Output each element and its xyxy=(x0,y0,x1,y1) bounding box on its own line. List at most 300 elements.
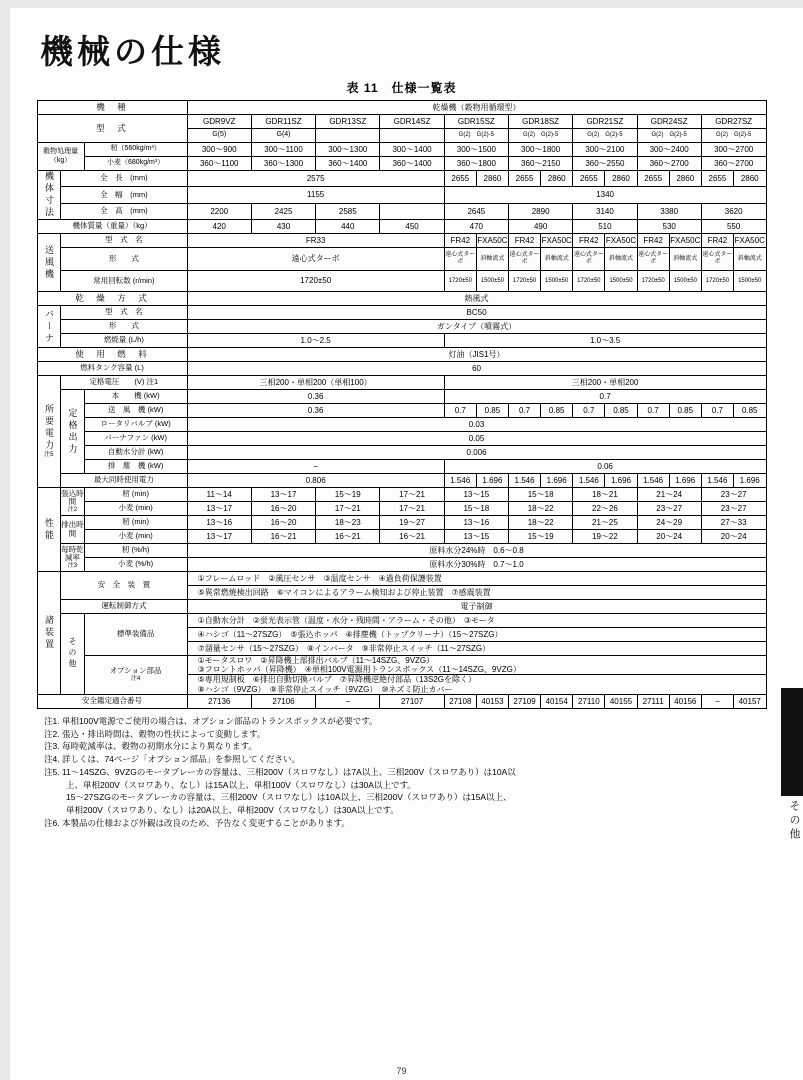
table-row xyxy=(37,171,766,187)
blower-rpm-value: 1500±50 xyxy=(541,271,573,292)
sub-model-empty xyxy=(380,129,444,143)
row-label-mass: 機体質量（重量）（kg） xyxy=(37,220,187,234)
model-name: GDR21SZ xyxy=(573,115,637,129)
table-row xyxy=(37,271,766,292)
row-label-rotary: ロータリバルブ (kW) xyxy=(84,418,187,432)
table-row xyxy=(37,292,766,306)
load-mugi: 13〜17 xyxy=(251,488,315,502)
model-name: GDR9VZ xyxy=(187,115,251,129)
table-row xyxy=(37,220,766,234)
max-power: 1.696 xyxy=(476,474,508,488)
table-row xyxy=(37,362,766,376)
row-label-burner: バーナ xyxy=(37,306,61,348)
length-value: 2655 xyxy=(701,171,733,187)
load-komugi: 17〜21 xyxy=(380,502,444,516)
burner-rate-value: 1.0〜3.5 xyxy=(444,334,766,348)
unload-mugi: 13〜16 xyxy=(444,516,508,530)
sub-model: G(2) G(2)-5 xyxy=(573,129,637,143)
cert-value: − xyxy=(701,694,733,708)
unload-komugi: 13〜15 xyxy=(444,530,508,544)
length-value: 2860 xyxy=(476,171,508,187)
table-row xyxy=(37,656,766,675)
cert-value: 27110 xyxy=(573,694,605,708)
row-label-tank: 燃料タンク容量 (L) xyxy=(37,362,187,376)
blower-type-value: FXA50C xyxy=(476,234,508,248)
capacity-komugi: 360〜1100 xyxy=(187,157,251,171)
load-komugi: 17〜21 xyxy=(316,502,380,516)
table-row xyxy=(37,488,766,502)
capacity-mugi: 300〜1400 xyxy=(380,143,444,157)
row-label-main: 本 機 (kW) xyxy=(84,390,187,404)
row-label-performance: 性能 xyxy=(37,488,61,572)
sub-model: G(2) G(2)-5 xyxy=(701,129,766,143)
table-row xyxy=(37,460,766,474)
capacity-mugi: 300〜1500 xyxy=(444,143,508,157)
blower-rpm-value: 1720±50 xyxy=(187,271,444,292)
unload-komugi: 19〜22 xyxy=(573,530,637,544)
unload-mugi: 21〜25 xyxy=(573,516,637,530)
unload-komugi: 16〜21 xyxy=(316,530,380,544)
blower-form-value: 遠心式ターボ xyxy=(637,248,669,271)
capacity-komugi: 360〜2150 xyxy=(508,157,572,171)
footnotes xyxy=(44,715,785,830)
capacity-komugi: 360〜1400 xyxy=(380,157,444,171)
length-value: 2860 xyxy=(733,171,766,187)
row-label-cert: 安全鑑定適合番号 xyxy=(37,694,187,708)
table-row xyxy=(37,474,766,488)
safety-value: ⑤異常燃焼検出回路 ⑥マイコンによるアラーム検知および停止装置 ⑦感震装置 xyxy=(187,586,766,600)
footnote: 注6. 本製品の仕様および外観は改良のため、予告なく変更することがあります。 xyxy=(44,817,350,828)
model-name: GDR11SZ xyxy=(251,115,315,129)
blower-kw: 0.85 xyxy=(476,404,508,418)
footnote: 注1. 単相100V電源でご使用の場合は、オプション部品のトランスボックスが必要です。 xyxy=(44,715,378,726)
page-top-edge xyxy=(0,0,803,8)
row-label-dry-rate-mugi: 籾 (%/h) xyxy=(84,544,187,558)
row-label-rated-output: 定格出力 xyxy=(61,390,85,474)
table-row xyxy=(37,516,766,530)
height-value: 3140 xyxy=(573,203,637,219)
row-label-unload-time: 排出時間 xyxy=(61,516,85,544)
length-value: 2860 xyxy=(605,171,637,187)
table-row xyxy=(37,248,766,271)
blower-kw: 0.85 xyxy=(669,404,701,418)
cert-value: 27106 xyxy=(251,694,315,708)
cert-value: 27108 xyxy=(444,694,476,708)
row-label-length: 全 長 (mm) xyxy=(61,171,188,187)
table-row xyxy=(37,376,766,390)
option-line: ⑧ハシゴ（9VZG） ⑨非常停止スイッチ（9VZG） ⑩ネズミ防止カバー xyxy=(197,684,453,694)
row-label-blower-type: 型 式 名 xyxy=(61,234,188,248)
blower-kw: 0.7 xyxy=(637,404,669,418)
blower-kw: 0.85 xyxy=(733,404,766,418)
unload-mugi: 18〜22 xyxy=(508,516,572,530)
blower-form-value: 斜軸流式 xyxy=(476,248,508,271)
footnote: 注2. 張込・排出時間は、穀物の性状によって変動します。 xyxy=(44,728,266,739)
option-value xyxy=(187,656,766,675)
cert-value: 40156 xyxy=(669,694,701,708)
table-row xyxy=(37,418,766,432)
length-value: 2655 xyxy=(508,171,540,187)
load-komugi: 15〜18 xyxy=(444,502,508,516)
mass-value: 470 xyxy=(444,220,508,234)
capacity-komugi: 360〜2700 xyxy=(637,157,701,171)
table-row xyxy=(37,348,766,362)
sub-model: G(2) G(2)-5 xyxy=(444,129,508,143)
row-label-other: その他 xyxy=(61,614,85,695)
capacity-komugi: 360〜1300 xyxy=(251,157,315,171)
row-label-blower-kw: 送 風 機 (kW) xyxy=(84,404,187,418)
blower-kw: 0.85 xyxy=(541,404,573,418)
length-value: 2655 xyxy=(444,171,476,187)
table-row xyxy=(37,115,766,129)
burner-rate-value: 1.0〜2.5 xyxy=(187,334,444,348)
capacity-komugi: 360〜2700 xyxy=(701,157,766,171)
rotary-kw: 0.03 xyxy=(187,418,766,432)
cert-value: 40155 xyxy=(605,694,637,708)
height-value: 2585 xyxy=(316,203,380,219)
standard-value: ④ハシゴ（11〜27SZG） ⑤張込ホッパ ⑥排塵機（トップクリーナ）（15〜27SZG） xyxy=(187,628,766,642)
mass-value: 440 xyxy=(316,220,380,234)
blower-form-value: 斜軸流式 xyxy=(669,248,701,271)
option-line: ⑤専用規制板 ⑥排出自動切換バルブ ⑦昇降機逆絶付部品（13S2Gを除く） xyxy=(197,675,476,685)
side-tab-marker xyxy=(781,688,803,796)
blower-rpm-value: 1720±50 xyxy=(444,271,476,292)
footnote: 上、単相200V（スロワあり、なし）は15A以上、単相100V（スロワなし）は30A以上です。 xyxy=(66,779,416,790)
cert-value: 40154 xyxy=(541,694,573,708)
blower-type-value: FR42 xyxy=(637,234,669,248)
capacity-mugi: 300〜2700 xyxy=(701,143,766,157)
blower-rpm-value: 1500±50 xyxy=(733,271,766,292)
safety-value: ①フレームロッド ②風圧センサ ③温度センサ ④過負荷保護装置 xyxy=(187,572,766,586)
kishu-value: 乾燥機（穀物用循環型） xyxy=(187,101,766,115)
height-value: 2890 xyxy=(508,203,572,219)
standard-value: ⑦溜量センサ（15〜27SZG） ⑧インバータ ⑨非常停止スイッチ（11〜27SZG） xyxy=(187,642,766,656)
blower-form-value: 遠心式ターボ xyxy=(187,248,444,271)
load-mugi: 17〜21 xyxy=(380,488,444,502)
row-label-dimensions: 機体寸法 xyxy=(37,171,61,220)
blower-form-value: 斜軸流式 xyxy=(733,248,766,271)
table-row xyxy=(37,234,766,248)
blower-kw: 0.7 xyxy=(701,404,733,418)
option-value xyxy=(187,675,766,694)
row-label-control: 運転制御方式 xyxy=(61,600,188,614)
max-power: 1.546 xyxy=(573,474,605,488)
footnote: 単相200V（スロワあり、なし）は20A以上、単相200V（スロワなし）は30A以上です。 xyxy=(66,805,399,815)
capacity-komugi: 360〜2550 xyxy=(573,157,637,171)
model-name: GDR14SZ xyxy=(380,115,444,129)
cert-value: 27111 xyxy=(637,694,669,708)
sub-model: G(5) xyxy=(187,129,251,143)
mass-value: 450 xyxy=(380,220,444,234)
table-row xyxy=(37,432,766,446)
row-label-unload-komugi: 小麦 (min) xyxy=(84,530,187,544)
sub-model-empty xyxy=(316,129,380,143)
width-value: 1340 xyxy=(444,187,766,203)
cert-value: 40157 xyxy=(733,694,766,708)
load-komugi: 16〜20 xyxy=(251,502,315,516)
unload-komugi: 16〜21 xyxy=(251,530,315,544)
height-value: 3620 xyxy=(701,203,766,219)
load-komugi: 23〜27 xyxy=(701,502,766,516)
max-power: 1.696 xyxy=(605,474,637,488)
table-row xyxy=(37,530,766,544)
footnote: 注5. 11〜14SZG、9VZGのモータブレーカの容量は、三相200V（スロワなし）は7A以上、三相200V（スロワあり）は10A以 xyxy=(44,766,516,777)
max-power: 1.696 xyxy=(669,474,701,488)
load-mugi: 13〜15 xyxy=(444,488,508,502)
dry-rate-komugi: 原料水分30%時 0.7〜1.0 xyxy=(187,558,766,572)
row-label-dry-method: 乾 燥 方 式 xyxy=(37,292,187,306)
unload-mugi: 27〜33 xyxy=(701,516,766,530)
model-name: GDR18SZ xyxy=(508,115,572,129)
height-value: 2645 xyxy=(444,203,508,219)
capacity-komugi: 360〜1800 xyxy=(444,157,508,171)
row-label-width: 全 幅 (mm) xyxy=(61,187,188,203)
table-row xyxy=(37,334,766,348)
load-mugi: 23〜27 xyxy=(701,488,766,502)
tank-value: 60 xyxy=(187,362,766,376)
burnerfan-kw: 0.05 xyxy=(187,432,766,446)
length-value: 2655 xyxy=(573,171,605,187)
row-label-load-mugi: 籾 (min) xyxy=(84,488,187,502)
load-mugi: 15〜18 xyxy=(508,488,572,502)
blower-rpm-value: 1500±50 xyxy=(669,271,701,292)
row-label-max-power: 最大同時使用電力 xyxy=(61,474,188,488)
height-value xyxy=(380,203,444,219)
load-mugi: 15〜19 xyxy=(316,488,380,502)
blower-type-value: FXA50C xyxy=(605,234,637,248)
unload-mugi: 16〜20 xyxy=(251,516,315,530)
footnote: 15〜27SZGのモータブレーカの容量は、三相200V（スロワなし）は10A以上、三相200V（スロワあり）は15A以上、 xyxy=(66,792,512,803)
mass-value: 430 xyxy=(251,220,315,234)
table-row xyxy=(37,203,766,219)
capacity-mugi: 300〜1300 xyxy=(316,143,380,157)
row-label-blower: 送風機 xyxy=(37,234,61,292)
blower-form-value: 遠心式ターボ xyxy=(508,248,540,271)
dust-kw: − xyxy=(187,460,444,474)
blower-form-value: 遠心式ターボ xyxy=(701,248,733,271)
max-power: 1.546 xyxy=(444,474,476,488)
load-komugi: 23〜27 xyxy=(637,502,701,516)
sub-model: G(2) G(2)-5 xyxy=(508,129,572,143)
cert-value: 27107 xyxy=(380,694,444,708)
unload-komugi: 15〜19 xyxy=(508,530,572,544)
table-row xyxy=(37,101,766,115)
load-mugi: 11〜14 xyxy=(187,488,251,502)
voltage-value: 三相200・単相200 xyxy=(444,376,766,390)
row-label-unload-mugi: 籾 (min) xyxy=(84,516,187,530)
main-kw: 0.7 xyxy=(444,390,766,404)
load-komugi: 18〜22 xyxy=(508,502,572,516)
row-label-capacity: 穀物処理量 （kg） xyxy=(37,143,84,171)
max-power: 0.806 xyxy=(187,474,444,488)
standard-value: ①自動水分計 ②蛍光表示管（温度・水分・残時間・アラーム・その他） ③モータ xyxy=(187,614,766,628)
model-name: GDR13SZ xyxy=(316,115,380,129)
row-label-power: 所要電力 注5 xyxy=(37,376,61,488)
row-label-equipment: 諸装置 xyxy=(37,572,61,695)
cert-value: 27136 xyxy=(187,694,251,708)
capacity-mugi: 300〜1800 xyxy=(508,143,572,157)
model-name: GDR27SZ xyxy=(701,115,766,129)
table-row xyxy=(37,320,766,334)
blower-kw: 0.85 xyxy=(605,404,637,418)
blower-rpm-value: 1500±50 xyxy=(476,271,508,292)
cert-value: 27109 xyxy=(508,694,540,708)
blower-form-value: 斜軸流式 xyxy=(541,248,573,271)
capacity-mugi: 300〜900 xyxy=(187,143,251,157)
table-row xyxy=(37,600,766,614)
mass-value: 510 xyxy=(573,220,637,234)
table-row xyxy=(37,143,766,157)
footnote: 注4. 詳しくは、74ページ「オプション部品」を参照してください。 xyxy=(44,754,300,764)
blower-form-value: 斜軸流式 xyxy=(605,248,637,271)
capacity-mugi: 300〜2400 xyxy=(637,143,701,157)
blower-type-value: FXA50C xyxy=(541,234,573,248)
burner-type-value: BC50 xyxy=(187,306,766,320)
blower-form-value: 遠心式ターボ xyxy=(573,248,605,271)
table-row xyxy=(37,558,766,572)
blower-kw: 0.7 xyxy=(573,404,605,418)
table-row xyxy=(37,544,766,558)
unload-komugi: 20〜24 xyxy=(637,530,701,544)
option-line: ①モータスロワ ②昇降機上部排出バルブ（11〜14SZG、9VZG） xyxy=(197,656,435,665)
unload-komugi: 13〜17 xyxy=(187,530,251,544)
blower-type-value: FR33 xyxy=(187,234,444,248)
unload-komugi: 16〜21 xyxy=(380,530,444,544)
blower-type-value: FXA50C xyxy=(733,234,766,248)
height-value: 2425 xyxy=(251,203,315,219)
row-label-dry-rate-komugi: 小麦 (%/h) xyxy=(84,558,187,572)
blower-type-value: FXA50C xyxy=(669,234,701,248)
table-row xyxy=(37,306,766,320)
spec-table xyxy=(37,100,767,709)
table-row xyxy=(37,390,766,404)
unload-komugi: 20〜24 xyxy=(701,530,766,544)
option-line: ③フロントホッパ（昇降機） ④単相100V電源用トランスボックス（11〜14SZG、9VZG） xyxy=(197,665,521,675)
main-kw: 0.36 xyxy=(187,390,444,404)
unload-mugi: 18〜23 xyxy=(316,516,380,530)
table-row xyxy=(37,614,766,628)
fuel-value: 灯油（JIS1号） xyxy=(187,348,766,362)
table-row xyxy=(37,446,766,460)
row-label-voltage: 定格電圧 (V) 注1 xyxy=(61,376,188,390)
length-value: 2860 xyxy=(541,171,573,187)
side-tab-label: その他 xyxy=(788,800,800,842)
unload-mugi: 19〜27 xyxy=(380,516,444,530)
page-number: 79 xyxy=(396,1066,407,1076)
dry-rate-mugi: 原料水分24%時 0.6〜0.8 xyxy=(187,544,766,558)
sub-model: G(4) xyxy=(251,129,315,143)
blower-kw: 0.7 xyxy=(508,404,540,418)
burner-form-value: ガンタイプ（噴霧式） xyxy=(187,320,766,334)
voltage-value: 三相200・単相200（単相100） xyxy=(187,376,444,390)
length-value: 2655 xyxy=(637,171,669,187)
blower-rpm-value: 1720±50 xyxy=(573,271,605,292)
row-label-option: オプション部品 注4 xyxy=(84,656,187,695)
table-row xyxy=(37,694,766,708)
max-power: 1.546 xyxy=(637,474,669,488)
blower-rpm-value: 1720±50 xyxy=(508,271,540,292)
table-row xyxy=(37,157,766,171)
height-value: 2200 xyxy=(187,203,251,219)
footnote: 注3. 毎時乾減率は、穀物の初期水分により異なります。 xyxy=(44,741,257,752)
mass-value: 550 xyxy=(701,220,766,234)
row-label-fuel: 使 用 燃 料 xyxy=(37,348,187,362)
row-label-safety: 安 全 装 置 xyxy=(61,572,188,600)
row-label-kishu: 機 種 xyxy=(37,101,187,115)
load-komugi: 13〜17 xyxy=(187,502,251,516)
dry-method-value: 熱風式 xyxy=(187,292,766,306)
max-power: 1.546 xyxy=(701,474,733,488)
length-value: 2575 xyxy=(187,171,444,187)
max-power: 1.696 xyxy=(541,474,573,488)
mass-value: 420 xyxy=(187,220,251,234)
blower-rpm-value: 1720±50 xyxy=(637,271,669,292)
load-mugi: 21〜24 xyxy=(637,488,701,502)
moisture-kw: 0.006 xyxy=(187,446,766,460)
dust-kw: 0.06 xyxy=(444,460,766,474)
cert-value: 40153 xyxy=(476,694,508,708)
blower-rpm-value: 1500±50 xyxy=(605,271,637,292)
table-row xyxy=(37,187,766,203)
row-label-capacity-mugi: 籾（560kg/m³） xyxy=(84,143,187,157)
length-value: 2860 xyxy=(669,171,701,187)
row-label-burnerfan: バーナファン (kW) xyxy=(84,432,187,446)
blower-type-value: FR42 xyxy=(444,234,476,248)
unload-mugi: 24〜29 xyxy=(637,516,701,530)
row-label-blower-rpm: 常用回転数 (r/min) xyxy=(61,271,188,292)
blower-type-value: FR42 xyxy=(508,234,540,248)
blower-form-value: 遠心式ターボ xyxy=(444,248,476,271)
capacity-mugi: 300〜1100 xyxy=(251,143,315,157)
row-label-load-time: 張込時間 注2 xyxy=(61,488,85,516)
capacity-mugi: 300〜2100 xyxy=(573,143,637,157)
control-value: 電子制御 xyxy=(187,600,766,614)
blower-type-value: FR42 xyxy=(701,234,733,248)
table-row xyxy=(37,404,766,418)
table-caption: 表 11 仕様一覧表 xyxy=(346,81,457,95)
cert-value: − xyxy=(316,694,380,708)
capacity-komugi: 360〜1400 xyxy=(316,157,380,171)
row-label-capacity-komugi: 小麦（680kg/m³） xyxy=(84,157,187,171)
model-name: GDR24SZ xyxy=(637,115,701,129)
load-komugi: 22〜26 xyxy=(573,502,637,516)
blower-kw: 0.36 xyxy=(187,404,444,418)
width-value: 1155 xyxy=(187,187,444,203)
table-row xyxy=(37,572,766,586)
row-label-blower-form: 形 式 xyxy=(61,248,188,271)
model-name: GDR15SZ xyxy=(444,115,508,129)
sub-model: G(2) G(2)-5 xyxy=(637,129,701,143)
row-label-dry-rate: 毎時乾減率 注3 xyxy=(61,544,85,572)
max-power: 1.546 xyxy=(508,474,540,488)
row-label-burner-rate: 燃焼量 (L/h) xyxy=(61,334,188,348)
unload-mugi: 13〜16 xyxy=(187,516,251,530)
row-label-burner-form: 形 式 xyxy=(61,320,188,334)
row-label-dust: 排 塵 機 (kW) xyxy=(84,460,187,474)
max-power: 1.696 xyxy=(733,474,766,488)
blower-rpm-value: 1720±50 xyxy=(701,271,733,292)
blower-kw: 0.7 xyxy=(444,404,476,418)
row-label-burner-type: 型 式 名 xyxy=(61,306,188,320)
blower-type-value: FR42 xyxy=(573,234,605,248)
row-label-katashiki: 型 式 xyxy=(37,115,187,143)
table-row xyxy=(37,502,766,516)
height-value: 3380 xyxy=(637,203,701,219)
row-label-standard: 標準装備品 xyxy=(84,614,187,656)
row-label-height: 全 高 (mm) xyxy=(61,203,188,219)
row-label-moisture: 自動水分計 (kW) xyxy=(84,446,187,460)
row-label-load-komugi: 小麦 (min) xyxy=(84,502,187,516)
